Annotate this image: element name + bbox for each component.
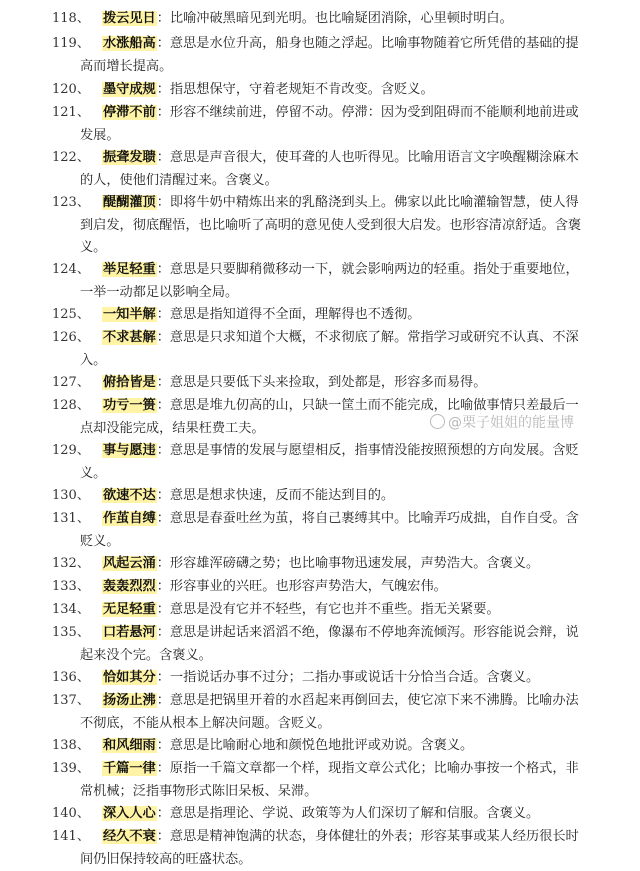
entry-line [0, 803, 640, 826]
entry-text [102, 8, 513, 31]
entry-line [0, 667, 640, 690]
idiom-definition: ：意思是想求快速，反而不能达到目的。 [157, 488, 394, 503]
idiom-definition-continued: 间仍旧保持较高的旺盛状态。 [80, 849, 251, 871]
entry-line [0, 170, 640, 193]
idiom-term: 水涨船高 [102, 36, 157, 51]
entry-text [102, 102, 579, 125]
entry-text [102, 259, 579, 282]
idiom-term: 欲速不达 [102, 488, 157, 503]
idiom-definition: ：意思是堆九仞高的山，只缺一筐土而不能完成，比喻做事情只差最后一 [157, 398, 579, 413]
entry-line [0, 147, 640, 170]
entry-text [102, 576, 447, 599]
entry-number: 131、 [52, 508, 90, 531]
entry-number: 123、 [52, 192, 90, 215]
idiom-definition: ：意思是事情的发展与愿望相反，指事情没能按照预想的方向发展。含贬 [157, 443, 579, 458]
idiom-entry [0, 803, 640, 826]
entry-line [0, 781, 640, 804]
idiom-entry [0, 485, 640, 508]
entry-line [0, 33, 640, 56]
idiom-entry [0, 395, 640, 440]
entry-line [0, 622, 640, 645]
entry-text [102, 553, 539, 576]
entry-number: 125、 [52, 304, 90, 327]
entry-number: 129、 [52, 440, 90, 463]
entry-line [0, 713, 640, 736]
idiom-definition-continued: 一举一动都足以影响全局。 [80, 282, 238, 305]
idiom-term: 举足轻重 [102, 262, 157, 277]
entry-line [0, 56, 640, 79]
entry-line [0, 215, 640, 238]
idiom-term: 事与愿违 [102, 443, 157, 458]
entry-line [0, 79, 640, 102]
idiom-definition-continued: 高而增长提高。 [80, 56, 172, 79]
idiom-term: 风起云涌 [102, 556, 157, 571]
entry-line [0, 418, 640, 441]
idiom-term: 经久不衰 [102, 829, 157, 844]
idiom-entry [0, 192, 640, 260]
entry-line [0, 259, 640, 282]
entry-text [102, 599, 500, 622]
entry-line [0, 192, 640, 215]
entry-line [0, 508, 640, 531]
entry-line [0, 463, 640, 486]
entry-text [102, 327, 579, 350]
entry-number: 139、 [52, 758, 90, 781]
idiom-definition-continued: 义。 [80, 463, 106, 486]
entry-text [102, 372, 486, 395]
entry-line [0, 8, 640, 31]
entry-line [0, 125, 640, 148]
entry-number: 140、 [52, 803, 90, 826]
idiom-term: 功亏一篑 [102, 398, 157, 413]
entry-line [0, 735, 640, 758]
idiom-term: 俯拾皆是 [102, 375, 157, 390]
idiom-entry [0, 690, 640, 735]
entry-number: 119、 [52, 33, 90, 56]
idiom-definition: ：意思是水位升高，船身也随之浮起。比喻事物随着它所凭借的基础的提 [157, 36, 579, 51]
idiom-definition: ：形容事业的兴旺。也形容声势浩大，气魄宏伟。 [157, 579, 447, 594]
entry-number: 127、 [52, 372, 90, 395]
idiom-entry [0, 259, 640, 304]
entry-line [0, 327, 640, 350]
entry-number: 134、 [52, 599, 90, 622]
idiom-definition: ：形容不继续前进，停留不动。停滞：因为受到阻碍而不能顺利地前进或 [157, 105, 579, 120]
entry-line [0, 553, 640, 576]
entry-number: 118、 [52, 8, 90, 31]
idiom-definition: ：意思是只要脚稍微移动一下，就会影响两边的轻重。指处于重要地位， [157, 262, 579, 277]
idiom-entry [0, 79, 640, 102]
idiom-definition-continued: 贬义。 [80, 531, 120, 554]
entry-line [0, 237, 640, 260]
entry-text [102, 622, 579, 645]
idiom-definition: ：形容雄浑磅礴之势；也比喻事物迅速发展，声势浩大。含褒义。 [157, 556, 539, 571]
entry-text [102, 508, 579, 531]
entry-number: 133、 [52, 576, 90, 599]
idiom-definition-continued: 的人，使他们清醒过来。含褒义。 [80, 170, 278, 193]
idiom-definition-continued: 点却没能完成，结果枉费工夫。 [80, 418, 265, 441]
entry-number: 122、 [52, 147, 90, 170]
idiom-entry [0, 667, 640, 690]
entry-text [102, 304, 421, 327]
entry-line [0, 645, 640, 668]
idiom-term: 千篇一律 [102, 761, 157, 776]
entry-text [102, 485, 394, 508]
idiom-entry [0, 102, 640, 147]
entry-number: 138、 [52, 735, 90, 758]
idiom-definition: ：比喻冲破黑暗见到光明。也比喻疑团消除，心里顿时明白。 [157, 11, 513, 26]
idiom-term: 口若悬河 [102, 625, 157, 640]
entry-text [102, 147, 579, 170]
entry-line [0, 440, 640, 463]
idiom-definition: ：意思是比喻耐心地和颜悦色地批评或劝说。含褒义。 [157, 738, 474, 753]
idiom-term: 作茧自缚 [102, 511, 157, 526]
idiom-entry [0, 576, 640, 599]
entry-line [0, 576, 640, 599]
entry-text [102, 440, 579, 463]
entry-number: 130、 [52, 485, 90, 508]
idiom-definition: ：意思是只要低下头来捡取，到处都是，形容多而易得。 [157, 375, 487, 390]
entry-text [102, 395, 579, 418]
idiom-term: 拨云见日 [102, 11, 157, 26]
entry-line [0, 849, 640, 871]
entry-line [0, 599, 640, 622]
entry-text [102, 33, 579, 56]
idiom-term: 停滞不前 [102, 105, 157, 120]
entry-line [0, 395, 640, 418]
idiom-term: 墨守成规 [102, 82, 157, 97]
entry-line [0, 826, 640, 849]
idiom-definition-continued: 入。 [80, 350, 106, 373]
idiom-entry [0, 508, 640, 553]
entry-line [0, 758, 640, 781]
idiom-definition-continued: 常机械；泛指事物形式陈旧呆板、呆滞。 [80, 781, 317, 804]
idiom-entry [0, 622, 640, 667]
idiom-term: 扬汤止沸 [102, 693, 157, 708]
idiom-entry [0, 147, 640, 192]
entry-number: 136、 [52, 667, 90, 690]
idiom-entry [0, 735, 640, 758]
entry-text [102, 803, 539, 826]
idiom-term: 轰轰烈烈 [102, 579, 157, 594]
idiom-entry [0, 440, 640, 485]
entry-line [0, 485, 640, 508]
idiom-entry [0, 304, 640, 327]
idiom-entry [0, 826, 640, 871]
entry-number: 128、 [52, 395, 90, 418]
idiom-entry [0, 8, 640, 31]
entry-line [0, 282, 640, 305]
idiom-entry [0, 372, 640, 395]
idiom-term: 恰如其分 [102, 670, 157, 685]
idiom-entry [0, 553, 640, 576]
idiom-definition: ：意思是精神饱满的状态，身体健壮的外表；形容某事或某人经历很长时 [157, 829, 579, 844]
idiom-definition-continued: 到启发，彻底醒悟，也比喻听了高明的意见使人受到很大启发。也形容清凉舒适。含褒 [80, 215, 581, 238]
idiom-definition-continued: 起来没个完。含褒义。 [80, 645, 212, 668]
idiom-entry [0, 33, 640, 78]
idiom-definition: ：意思是没有它并不轻些，有它也并不重些。指无关紧要。 [157, 602, 500, 617]
idiom-definition: ：意思是指知道得不全面，理解得也不透彻。 [157, 307, 421, 322]
idiom-term: 一知半解 [102, 307, 157, 322]
entry-number: 137、 [52, 690, 90, 713]
idiom-definition: ：指思想保守，守着老规矩不肯改变。含贬义。 [157, 82, 434, 97]
idiom-entry [0, 758, 640, 803]
idiom-definition: ：意思是讲起话来滔滔不绝，像瀑布不停地奔流倾泻。形容能说会辩，说 [157, 625, 579, 640]
idiom-term: 深入人心 [102, 806, 157, 821]
entry-line [0, 304, 640, 327]
entry-line [0, 690, 640, 713]
entry-line [0, 102, 640, 125]
entry-number: 126、 [52, 327, 90, 350]
idiom-definition: ：意思是声音很大，使耳聋的人也听得见。比喻用语言文字唤醒糊涂麻木 [157, 150, 579, 165]
idiom-term: 振聋发聩 [102, 150, 157, 165]
idiom-definition: ：一指说话办事不过分；二指办事或说话十分恰当合适。含褒义。 [157, 670, 539, 685]
idiom-term: 不求甚解 [102, 330, 157, 345]
entry-number: 120、 [52, 79, 90, 102]
idiom-definition: ：意思是春蚕吐丝为茧，将自己裹缚其中。比喻弄巧成拙，自作自受。含 [157, 511, 579, 526]
idiom-term: 无足轻重 [102, 602, 157, 617]
entry-text [102, 826, 579, 849]
watermark-text: @栗子姐姐的能量博 [448, 415, 574, 431]
idiom-definition: ：意思是指理论、学说、政策等为人们深切了解和信服。含褒义。 [157, 806, 539, 821]
idiom-definition-continued: 义。 [80, 237, 106, 260]
entry-text [102, 758, 579, 781]
entry-text [102, 690, 579, 713]
entry-number: 132、 [52, 553, 90, 576]
idiom-term: 醍醐灌顶 [102, 195, 157, 210]
entry-line [0, 372, 640, 395]
idiom-definition: ：意思是只求知道个大概，不求彻底了解。常指学习或研究不认真、不深 [157, 330, 579, 345]
entry-text [102, 735, 473, 758]
idiom-term: 和风细雨 [102, 738, 157, 753]
idiom-definition-continued: 不彻底，不能从根本上解决问题。含贬义。 [80, 713, 331, 736]
entry-line [0, 531, 640, 554]
entry-text [102, 192, 579, 215]
idiom-definition-continued: 发展。 [80, 125, 120, 148]
idiom-definition: ：原指一千篇文章都一个样，现指文章公式化；比喻办事按一个格式，非 [157, 761, 579, 776]
entry-number: 141、 [52, 826, 90, 849]
entry-number: 135、 [52, 622, 90, 645]
entry-line [0, 350, 640, 373]
entry-number: 121、 [52, 102, 90, 125]
entry-text [102, 79, 434, 102]
idiom-entry [0, 327, 640, 372]
entry-text [102, 667, 539, 690]
entry-number: 124、 [52, 259, 90, 282]
idiom-definition: ：意思是把锅里开着的水舀起来再倒回去，使它凉下来不沸腾。比喻办法 [157, 693, 579, 708]
idiom-definition: ：即将牛奶中精炼出来的乳酪浇到头上。佛家以此比喻灌输智慧，使人得 [157, 195, 579, 210]
idiom-entry [0, 599, 640, 622]
